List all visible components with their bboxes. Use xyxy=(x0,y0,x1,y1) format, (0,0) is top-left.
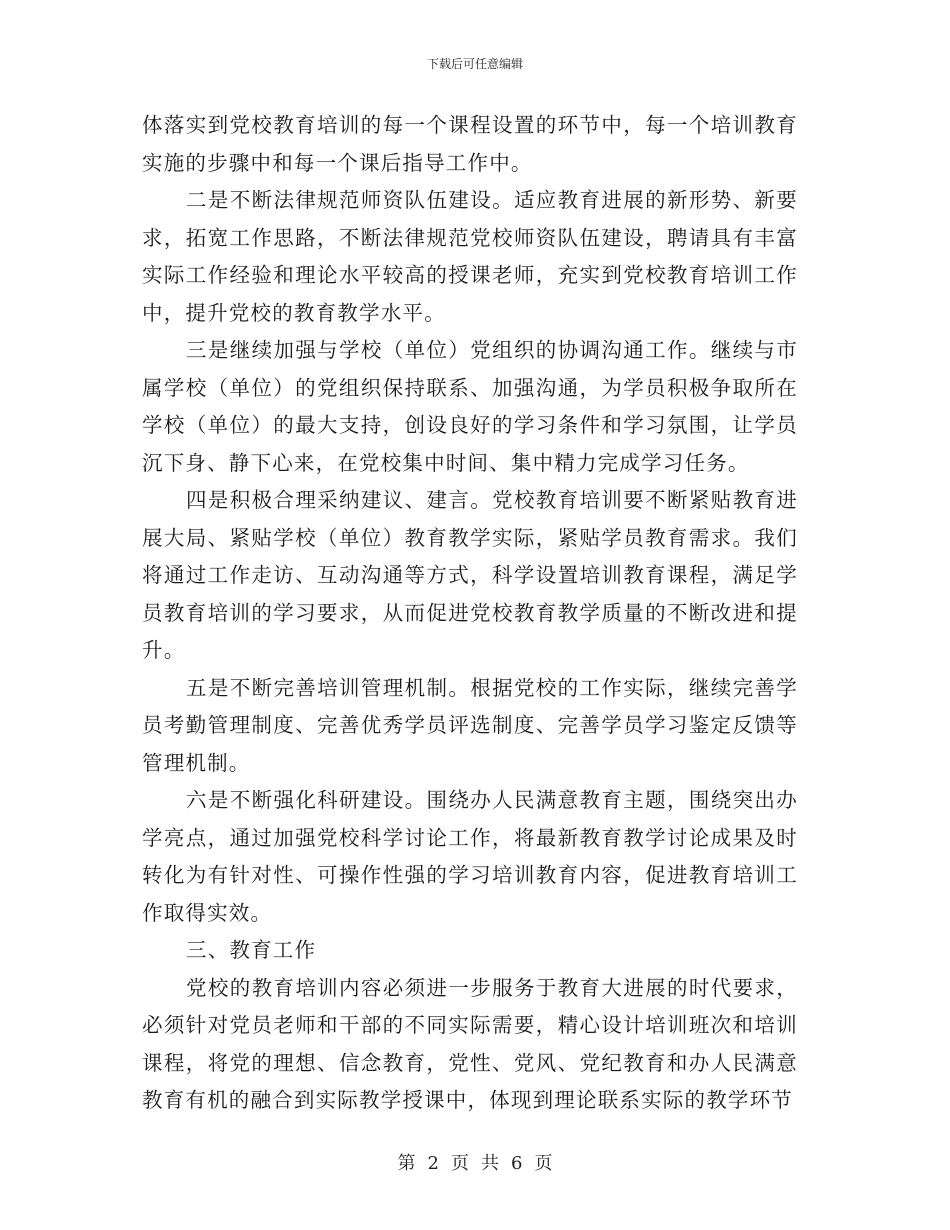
header-note: 下载后可任意编辑 xyxy=(426,57,523,71)
document-body xyxy=(142,107,798,1120)
footer-label-ye: 页 xyxy=(451,1153,469,1174)
paragraph-2: 二是不断法律规范师资队伍建设。适应教育进展的新形势、新要求，拓宽工作思路，不断法律规范党校师资队伍建设，聘请具有丰富实际工作经验和理论水平较高的授课老师，充实到党校教育培训工作中，提升党校的教育教学水平。 xyxy=(142,188,798,325)
page-footer xyxy=(0,1149,950,1175)
paragraph-6: 六是不断强化科研建设。围绕办人民满意教育主题，围绕突出办学亮点，通过加强党校科学讨论工作，将最新教育教学讨论成果及时转化为有针对性、可操作性强的学习培训教育内容，促进教育培训工作取得实效。 xyxy=(142,788,798,925)
paragraph-1: 体落实到党校教育培训的每一个课程设置的环节中，每一个培训教育实施的步骤中和每一个课后指导工作中。 xyxy=(142,113,798,175)
footer-label-ye2: 页 xyxy=(534,1153,553,1174)
footer-label-gong: 共 xyxy=(481,1153,499,1174)
paragraph-7: 党校的教育培训内容必须进一步服务于教育大进展的时代要求，必须针对党员老师和干部的不同实际需要，精心设计培训班次和培训课程，将党的理想、信念教育，党性、党风、党纪教育和办人民满意教育有机的融合到实际教学授课中，体现到理论联系实际的教学环节 xyxy=(142,975,798,1112)
section-heading: 三、教育工作 xyxy=(186,938,317,962)
paragraph-5: 五是不断完善培训管理机制。根据党校的工作实际，继续完善学员考勤管理制度、完善优秀学员评选制度、完善学员学习鉴定反馈等管理机制。 xyxy=(142,675,798,775)
footer-total-pages: 6 xyxy=(511,1153,523,1174)
footer-label-di: 第 xyxy=(397,1153,416,1174)
paragraph-4: 四是积极合理采纳建议、建言。党校教育培训要不断紧贴教育进展大局、紧贴学校（单位）教育教学实际，紧贴学员教育需求。我们将通过工作走访、互动沟通等方式，科学设置培训教育课程，满足学员教育培训的学习要求，从而促进党校教育教学质量的不断改进和提升。 xyxy=(142,488,798,662)
footer-page-number: 2 xyxy=(427,1153,439,1174)
paragraph-3: 三是继续加强与学校（单位）党组织的协调沟通工作。继续与市属学校（单位）的党组织保持联系、加强沟通，为学员积极争取所在学校（单位）的最大支持，创设良好的学习条件和学习氛围，让学员沉下身、静下心来，在党校集中时间、集中精力完成学习任务。 xyxy=(142,338,798,475)
